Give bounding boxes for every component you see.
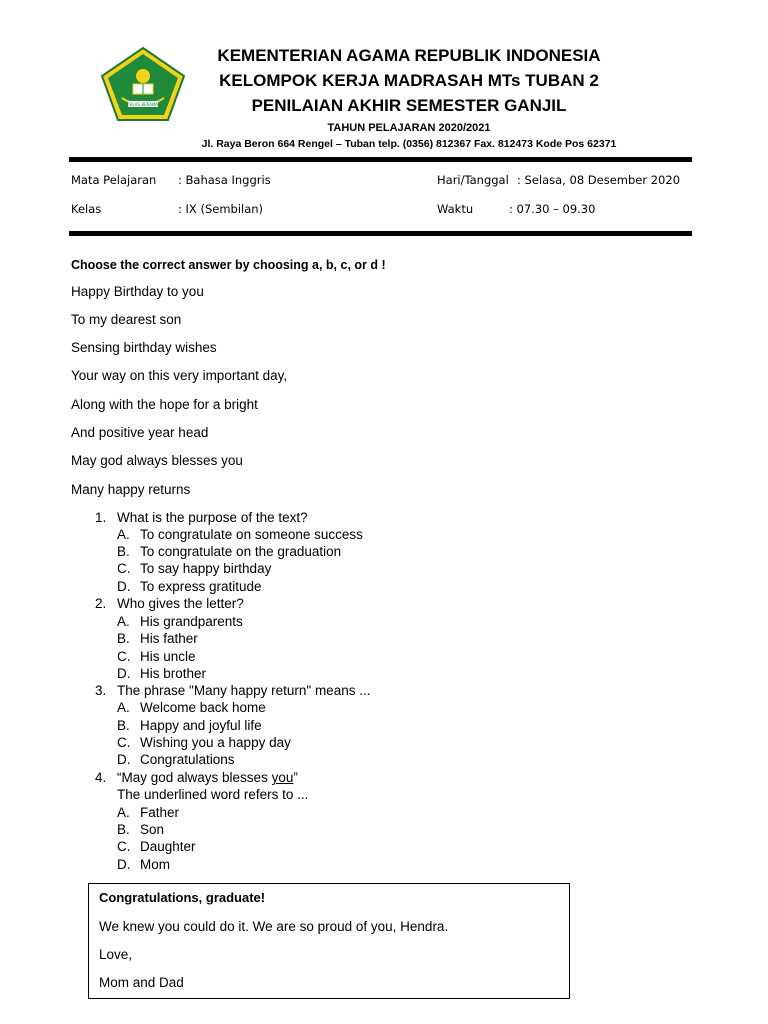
question-text: What is the purpose of the text? — [117, 510, 308, 525]
option-letter: D. — [117, 752, 131, 767]
underlined-word: you — [271, 770, 294, 785]
option-letter: B. — [117, 544, 130, 559]
option-letter: C. — [117, 561, 131, 576]
subject-value: : Bahasa Inggris — [178, 173, 271, 187]
card-signature: Mom and Dad — [99, 975, 184, 990]
option-text: His uncle — [140, 649, 196, 664]
question-text-part: “May god always blesses — [117, 770, 272, 785]
poem-line: And positive year head — [71, 425, 209, 440]
card-closing: Love, — [99, 947, 133, 962]
option-text: His father — [140, 631, 198, 646]
day-value: : Selasa, 08 Desember 2020 — [517, 173, 681, 187]
question-text — [117, 769, 298, 786]
option-letter: B. — [117, 718, 130, 733]
header-group: KELOMPOK KERJA MADRASAH MTs TUBAN 2 — [219, 71, 599, 90]
option-text: To express gratitude — [140, 579, 262, 594]
option-text: Mom — [140, 857, 170, 872]
poem-line: Sensing birthday wishes — [71, 340, 217, 355]
question-text-part: ” — [293, 770, 298, 785]
header-ministry: KEMENTERIAN AGAMA REPUBLIK INDONESIA — [217, 46, 601, 65]
poem-line: Many happy returns — [71, 482, 191, 497]
option-letter: B. — [117, 822, 130, 837]
poem-line: Happy Birthday to you — [71, 284, 204, 299]
option-letter: A. — [117, 805, 130, 820]
card-title: Congratulations, graduate! — [99, 890, 266, 905]
option-text: Father — [140, 805, 180, 820]
congratulation-card — [88, 883, 570, 999]
instruction: Choose the correct answer by choosing a, b, c, or d ! — [71, 258, 386, 272]
question-number: 2. — [95, 596, 107, 611]
option-text: Welcome back home — [140, 700, 266, 715]
option-letter: B. — [117, 631, 130, 646]
question-number: 1. — [95, 510, 107, 525]
logo-text: IKHLAS BERAMAL — [125, 102, 161, 107]
option-letter: D. — [117, 579, 131, 594]
question-text: Who gives the letter? — [117, 596, 244, 611]
option-text: Daughter — [140, 839, 196, 854]
question-number: 3. — [95, 683, 107, 698]
option-text: To congratulate on someone success — [140, 527, 363, 542]
poem-line: May god always blesses you — [71, 453, 243, 468]
option-text: His brother — [140, 666, 207, 681]
option-text: Happy and joyful life — [140, 718, 262, 733]
option-letter: A. — [117, 527, 130, 542]
option-letter: C. — [117, 649, 131, 664]
poem-line: Along with the hope for a bright — [71, 397, 258, 412]
option-letter: C. — [117, 735, 131, 750]
question-subtext: The underlined word refers to ... — [117, 787, 309, 802]
option-letter: A. — [117, 614, 130, 629]
option-text: To say happy birthday — [140, 561, 272, 576]
card-body: We knew you could do it. We are so proud of you, Hendra. — [99, 919, 449, 934]
header-address: Jl. Raya Beron 664 Rengel – Tuban telp. (0356) 812367 Fax. 812473 Kode Pos 62371 — [201, 138, 617, 150]
subject-label: Mata Pelajaran — [71, 173, 157, 187]
option-text: Son — [140, 822, 165, 837]
poem-line: Your way on this very important day, — [71, 368, 288, 383]
option-letter: A. — [117, 700, 130, 715]
top-rule — [69, 157, 692, 162]
question-text: The phrase "Many happy return" means ... — [117, 683, 371, 698]
class-value: : IX (Sembilan) — [178, 202, 264, 216]
time-value: : 07.30 – 09.30 — [509, 202, 596, 216]
option-text: Wishing you a happy day — [140, 735, 291, 750]
question-number: 4. — [95, 770, 107, 785]
option-text: His grandparents — [140, 614, 243, 629]
time-label: Waktu — [437, 202, 474, 216]
day-label: Hari/Tanggal — [437, 173, 509, 187]
option-letter: D. — [117, 666, 131, 681]
option-letter: C. — [117, 839, 131, 854]
option-text: To congratulate on the graduation — [140, 544, 342, 559]
header-year: TAHUN PELAJARAN 2020/2021 — [327, 122, 491, 134]
class-label: Kelas — [71, 202, 102, 216]
header-exam: PENILAIAN AKHIR SEMESTER GANJIL — [251, 96, 567, 115]
option-letter: D. — [117, 857, 131, 872]
option-text: Congratulations — [140, 752, 235, 767]
poem-line: To my dearest son — [71, 312, 182, 327]
bottom-rule — [69, 231, 692, 236]
